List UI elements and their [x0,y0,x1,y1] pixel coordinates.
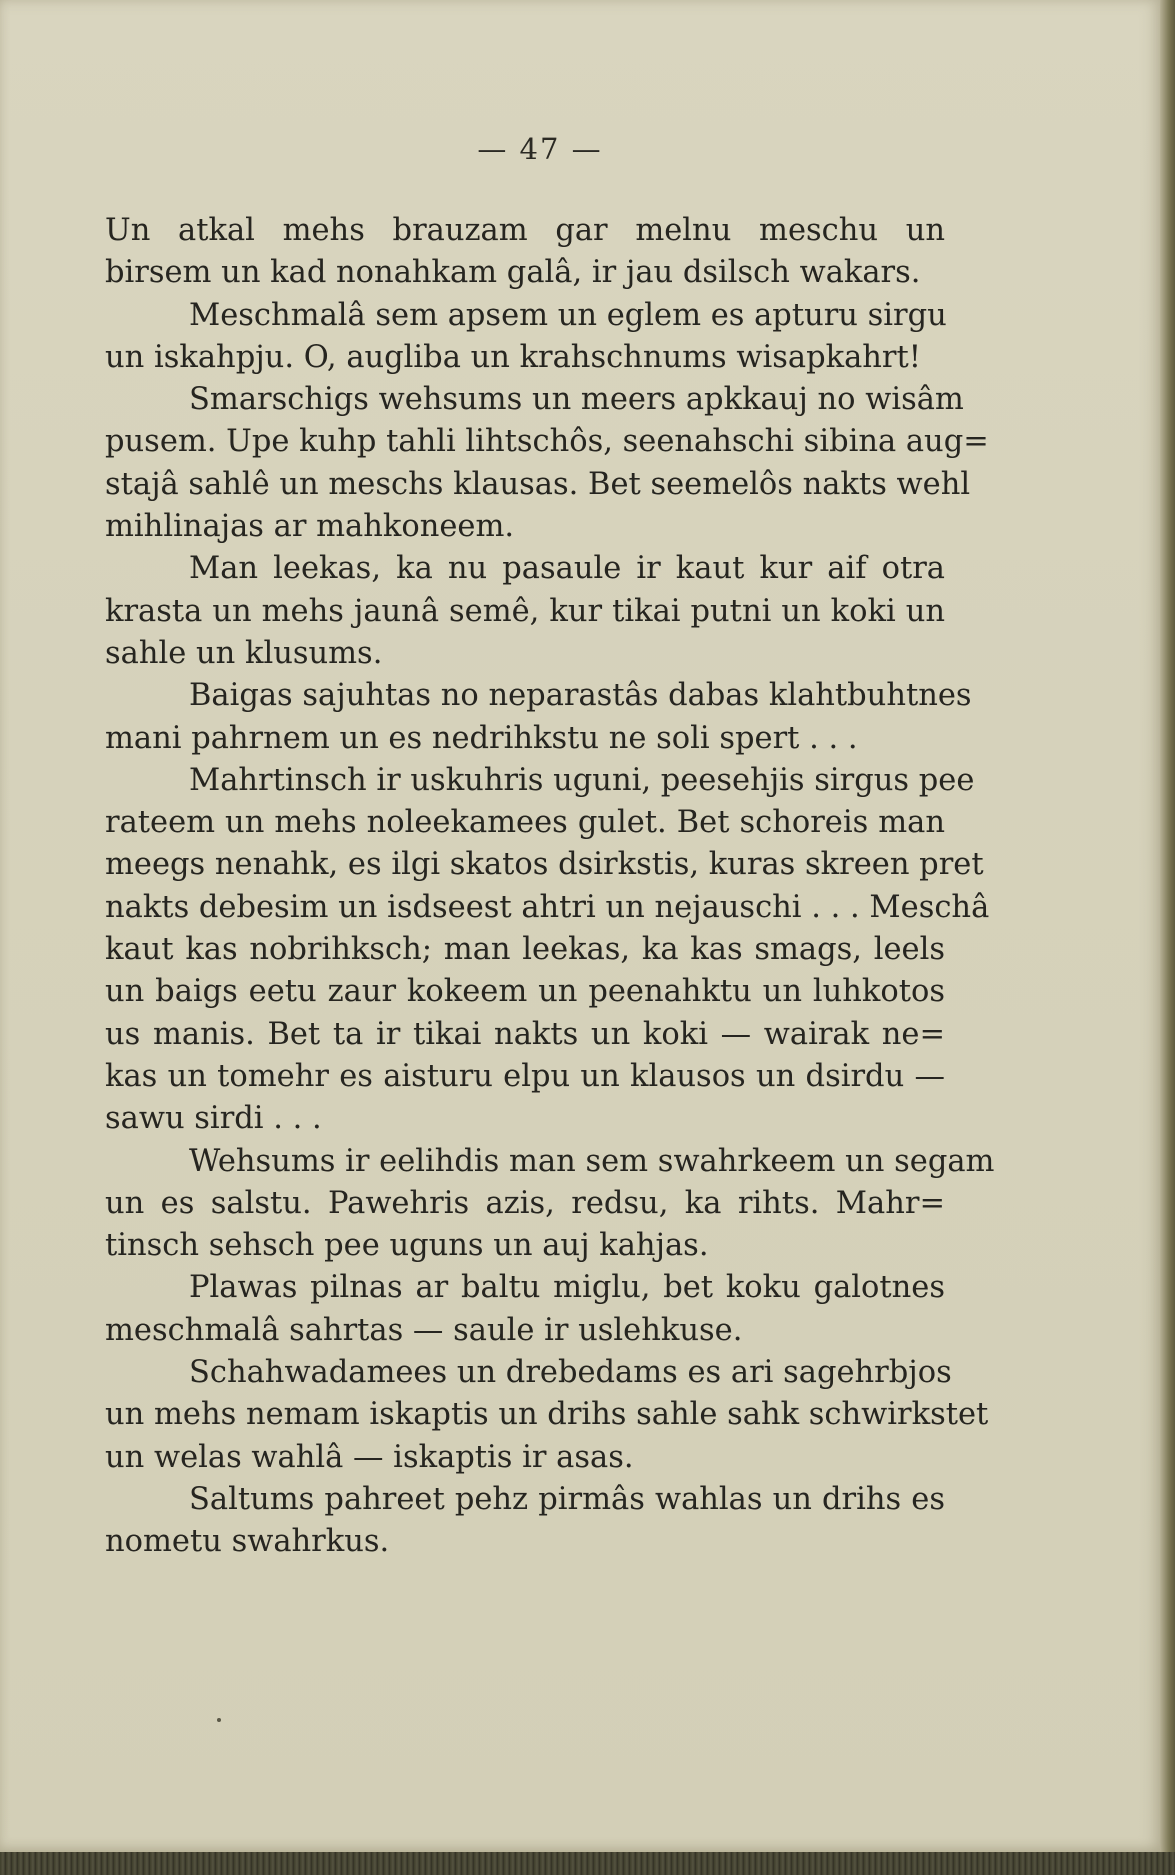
text-line: meschmalâ sahrtas — saule ir uslehkuse. [105,1312,743,1348]
text-line: Wehsums ir eelihdis man sem swahrkeem un segam [189,1143,995,1179]
text-line: us manis. Bet ta ir tikai nakts un koki — wairak ne= [105,1016,945,1052]
text-line: un welas wahlâ — iskaptis ir asas. [105,1439,634,1475]
text-line: Mahrtinsch ir uskuhris uguni, peesehjis sirgus pee [189,762,975,798]
page-number: — 47 — [477,132,603,166]
text-line: Plawas pilnas ar baltu miglu, bet koku galotnes [189,1270,945,1306]
text-line: nakts debesim un isdseest ahtri un nejauschi . . . Meschâ [105,889,990,925]
text-line: Meschmalâ sem apsem un eglem es apturu sirgu [189,297,947,333]
page-edge-bottom [0,1852,1175,1875]
text-line: sawu sirdi . . . [105,1101,322,1137]
text-line: krasta un mehs jaunâ semê, kur tikai putni un koki un [105,593,945,629]
text-line: meegs nenahk, es ilgi skatos dsirkstis, kuras skreen pret [105,847,984,883]
text-line: un baigs eetu zaur kokeem un peenahktu un luhkotos [105,974,945,1010]
page-edge-right [1160,0,1175,1875]
text-line: nometu swahrkus. [105,1524,390,1560]
text-line: un es salstu. Pawehris azis, redsu, ka rihts. Mahr= [105,1185,945,1221]
text-line: sahle un klusums. [105,635,383,671]
text-line: un mehs nemam iskaptis un drihs sahle sahk schwirkstet [105,1397,989,1433]
text-line: Baigas sajuhtas no neparastâs dabas klahtbuhtnes [189,678,972,714]
text-line: Saltums pahreet pehz pirmâs wahlas un drihs es [189,1481,945,1517]
text-line: mani pahrnem un es nedrihkstu ne soli spert . . . [105,720,858,756]
text-line: mihlinajas ar mahkoneem. [105,509,515,545]
text-line: stajâ sahlê un meschs klausas. Bet seemelôs nakts wehl [105,466,971,502]
text-line: un iskahpju. O, augliba un krahschnums wisapkahrt! [105,339,922,375]
text-line: birsem un kad nonahkam galâ, ir jau dsilsch wakars. [105,255,921,291]
text-line: Man leekas, ka nu pasaule ir kaut kur aif otra [189,551,945,587]
text-line: Un atkal mehs brauzam gar melnu meschu un [105,213,945,248]
text-line: pusem. Upe kuhp tahli lihtschôs, seenahschi sibina aug= [105,424,989,460]
text-line: kaut kas nobrihksch; man leekas, ka kas smags, leels [105,932,945,968]
text-line: rateem un mehs noleekamees gulet. Bet schoreis man [105,805,945,841]
text-line: kas un tomehr es aisturu elpu un klausos un dsirdu — [105,1058,945,1094]
text-line: tinsch sehsch pee uguns un auj kahjas. [105,1228,709,1264]
text-line: Schahwadamees un drebedams es ari sagehrbjos [189,1355,952,1391]
body-text [105,210,995,1564]
paper-speck [217,1718,221,1722]
text-line: Smarschigs wehsums un meers apkkauj no wisâm [189,382,964,418]
